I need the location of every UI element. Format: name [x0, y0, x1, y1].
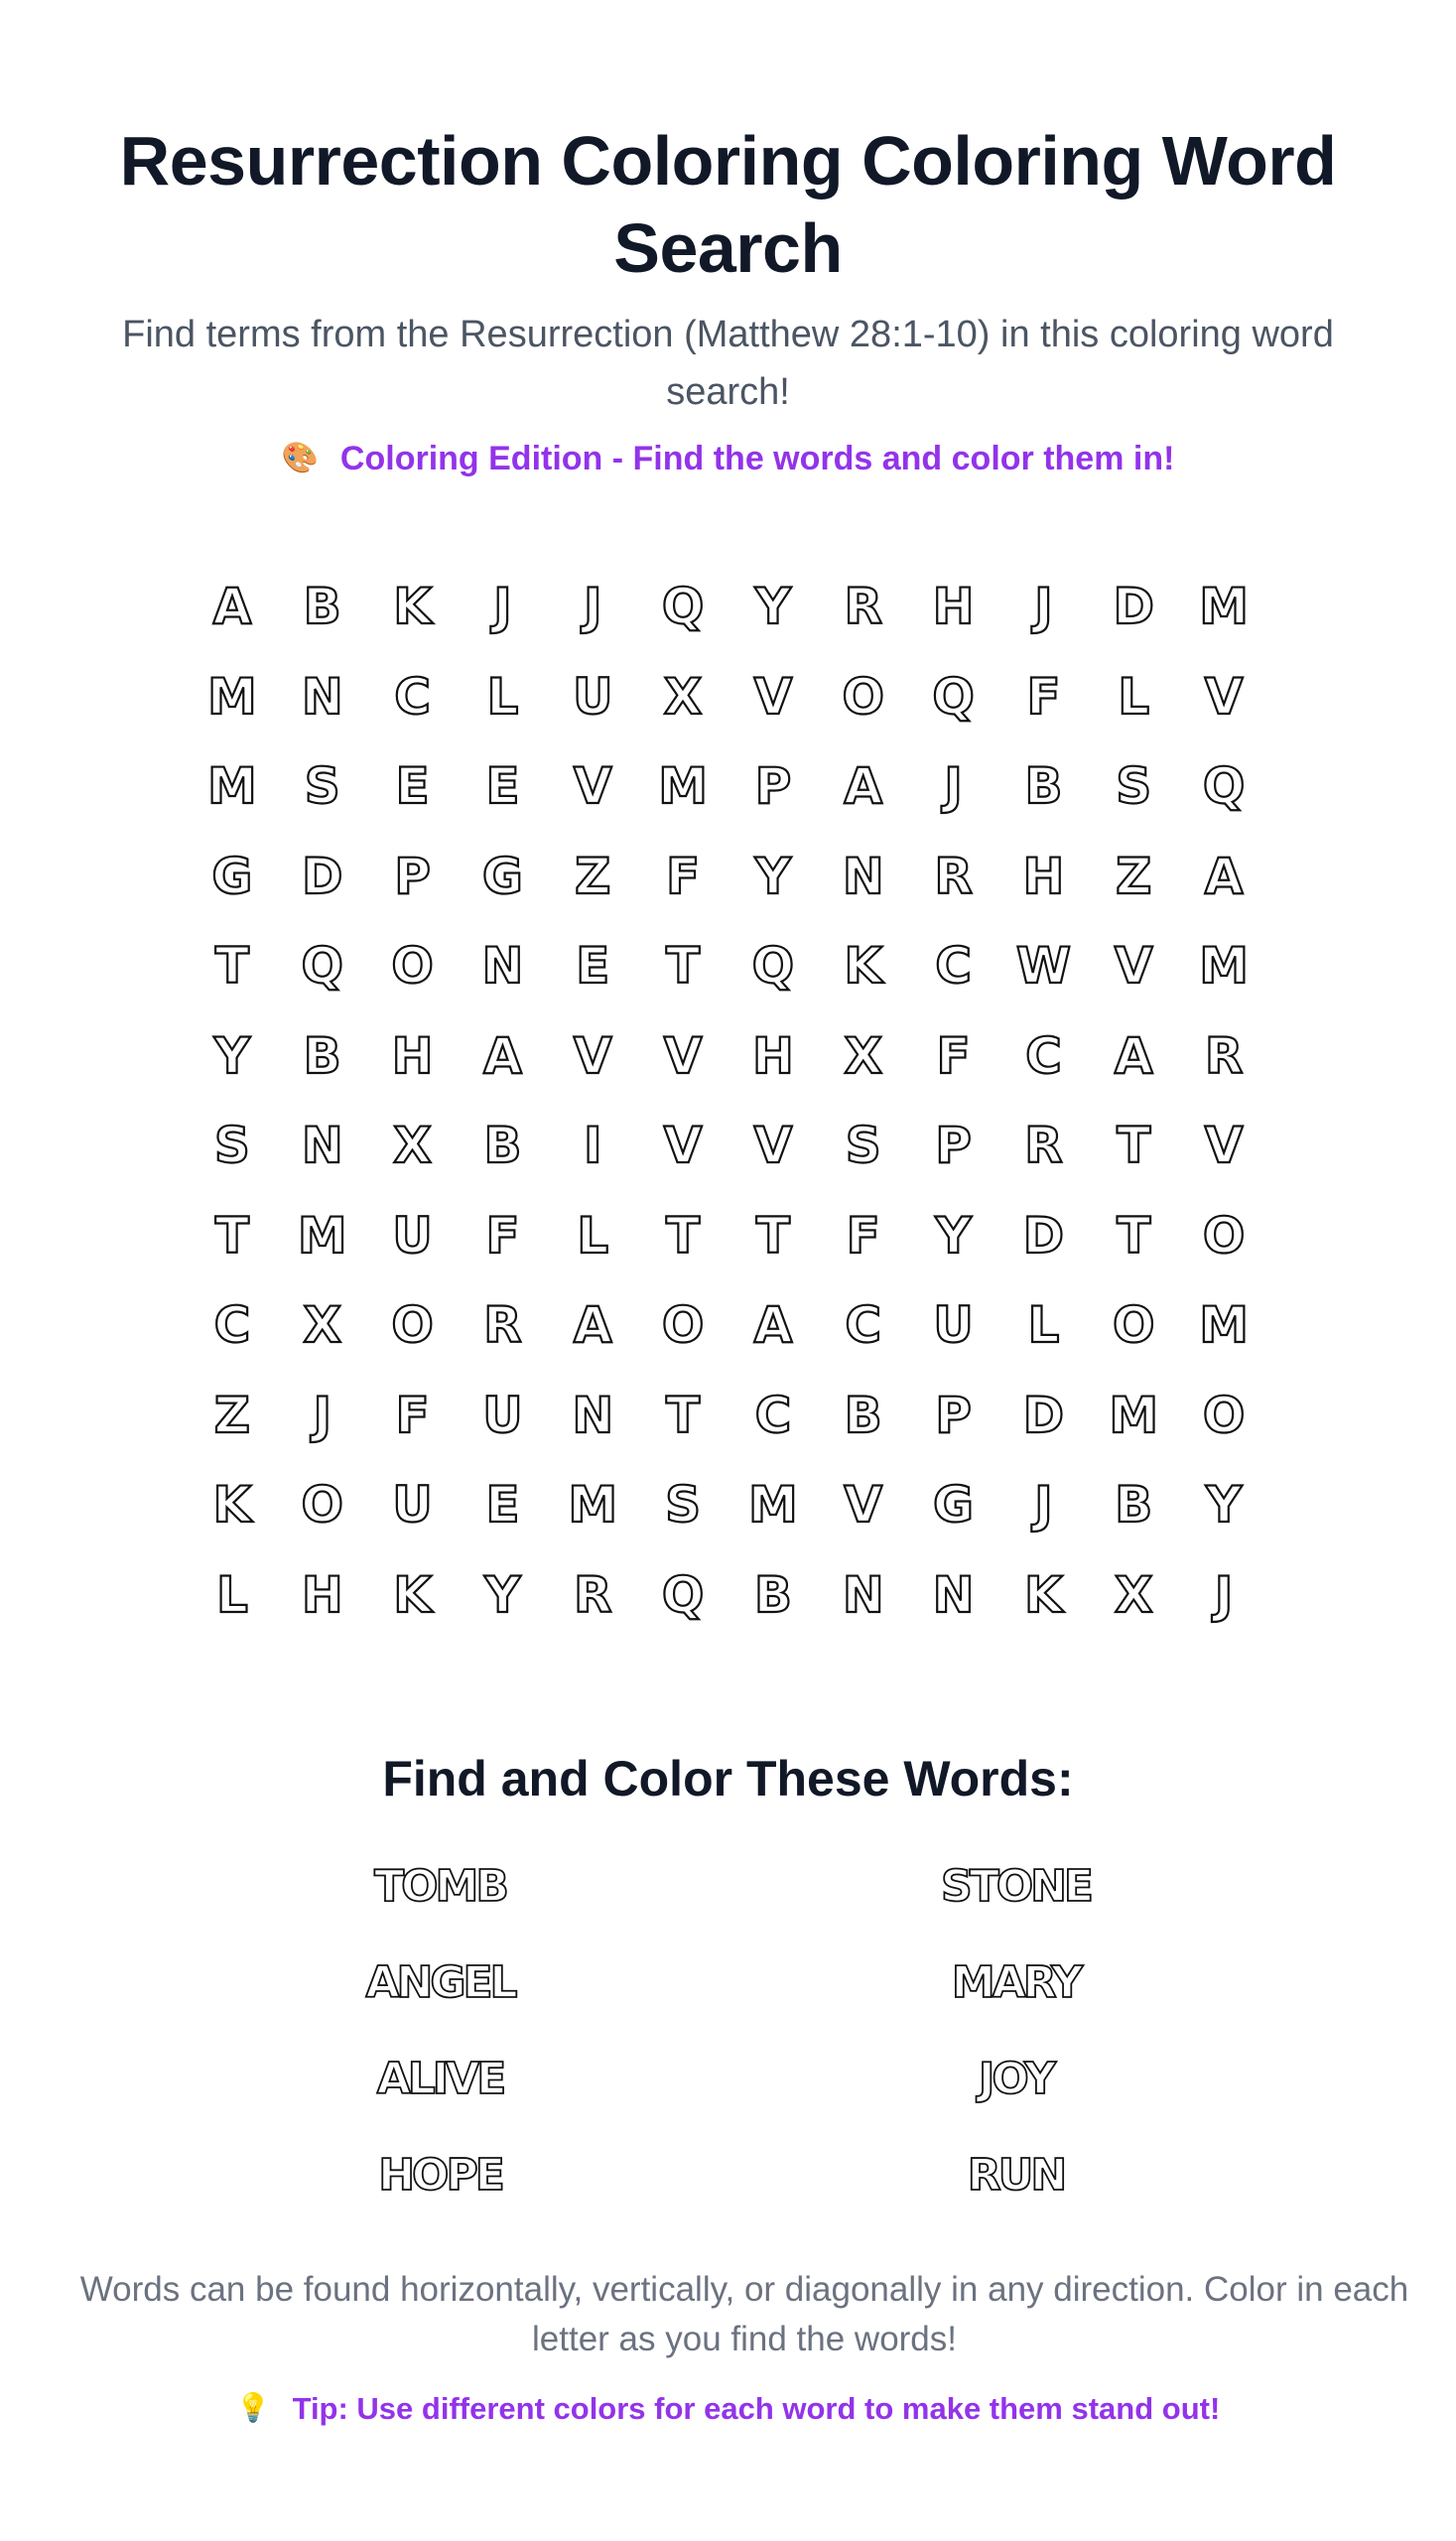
- grid-cell[interactable]: U: [392, 1206, 433, 1265]
- grid-cell[interactable]: M: [658, 757, 708, 815]
- grid-cell[interactable]: Q: [1202, 757, 1246, 815]
- grid-cell[interactable]: A: [1204, 847, 1244, 905]
- grid-cell[interactable]: T: [666, 1206, 701, 1265]
- grid-cell[interactable]: K: [844, 937, 883, 995]
- grid-cell[interactable]: T: [755, 1206, 790, 1265]
- grid-cell[interactable]: H: [301, 1565, 343, 1624]
- grid-cell[interactable]: P: [935, 1117, 972, 1174]
- grid-cell[interactable]: M: [748, 1476, 798, 1534]
- grid-cell[interactable]: O: [391, 937, 434, 995]
- grid-cell[interactable]: H: [932, 578, 975, 635]
- word-list-item: ANGEL: [365, 1957, 515, 2008]
- lightbulb-icon: 💡: [235, 2392, 271, 2423]
- grid-cell[interactable]: T: [666, 937, 701, 995]
- grid-cell[interactable]: L: [1027, 1296, 1060, 1354]
- grid-cell[interactable]: T: [1117, 1117, 1151, 1174]
- grid-cell[interactable]: R: [844, 578, 882, 635]
- grid-cell[interactable]: A: [573, 1296, 612, 1354]
- edition-text: Coloring Edition - Find the words and color them in!: [339, 440, 1175, 477]
- grid-cell[interactable]: G: [211, 847, 253, 905]
- word-list-item: MARY: [951, 1957, 1081, 2008]
- grid-cell[interactable]: S: [845, 1117, 881, 1174]
- grid-cell[interactable]: J: [1034, 1476, 1053, 1534]
- grid-cell[interactable]: N: [301, 667, 343, 726]
- grid-cell[interactable]: B: [1024, 757, 1063, 815]
- grid-cell[interactable]: T: [666, 1386, 701, 1444]
- grid-cell[interactable]: M: [207, 757, 257, 815]
- grid-cell[interactable]: V: [844, 1476, 883, 1534]
- grid-cell[interactable]: M: [1199, 937, 1249, 995]
- grid-cell[interactable]: B: [483, 1117, 522, 1174]
- grid-cell[interactable]: T: [214, 937, 249, 995]
- grid-cell[interactable]: J: [313, 1386, 332, 1444]
- grid-cell[interactable]: C: [213, 1296, 251, 1354]
- grid-cell[interactable]: A: [753, 1296, 793, 1354]
- grid-cell[interactable]: D: [1022, 1206, 1065, 1265]
- grid-cell[interactable]: V: [573, 757, 612, 815]
- grid-cell[interactable]: U: [933, 1296, 974, 1354]
- grid-cell[interactable]: Q: [301, 937, 343, 995]
- grid-cell[interactable]: F: [395, 1386, 430, 1444]
- tip-text: Tip: Use different colors for each word to make them stand out!: [292, 2391, 1221, 2426]
- edition-banner: [60, 435, 1396, 482]
- grid-cell[interactable]: K: [393, 578, 432, 635]
- grid-cell[interactable]: L: [486, 667, 519, 726]
- grid-cell[interactable]: D: [301, 847, 343, 905]
- grid-cell[interactable]: Q: [661, 578, 705, 635]
- grid-cell[interactable]: R: [573, 1565, 612, 1624]
- grid-cell[interactable]: Y: [935, 1206, 972, 1265]
- grid-cell[interactable]: C: [935, 937, 972, 995]
- grid-cell[interactable]: R: [483, 1296, 522, 1354]
- grid-cell[interactable]: B: [303, 578, 341, 635]
- grid-cell[interactable]: A: [483, 1026, 522, 1085]
- instructions-text: Words can be found horizontally, vertically, or diagonally in any direction. Color in each letter as you find the words!: [79, 2270, 1409, 2358]
- grid-cell[interactable]: P: [754, 757, 792, 815]
- grid-cell[interactable]: V: [753, 1117, 793, 1174]
- grid-cell[interactable]: B: [753, 1565, 792, 1624]
- grid-cell[interactable]: E: [395, 757, 430, 815]
- grid-cell[interactable]: Y: [484, 1565, 521, 1624]
- grid-cell[interactable]: O: [1202, 1386, 1246, 1444]
- grid-cell[interactable]: O: [661, 1296, 705, 1354]
- grid-cell[interactable]: O: [391, 1296, 434, 1354]
- grid-cell[interactable]: M: [297, 1206, 347, 1265]
- grid-cell[interactable]: K: [1024, 1565, 1063, 1624]
- grid-cell[interactable]: R: [934, 847, 973, 905]
- grid-cell[interactable]: S: [665, 1476, 702, 1534]
- grid-cell[interactable]: U: [392, 1476, 433, 1534]
- word-list-item: HOPE: [378, 2150, 502, 2201]
- grid-cell[interactable]: X: [1114, 1565, 1153, 1624]
- grid-cell[interactable]: O: [842, 667, 884, 726]
- grid-cell[interactable]: W: [1015, 937, 1071, 995]
- grid-cell[interactable]: A: [1114, 1026, 1153, 1085]
- grid-cell[interactable]: F: [936, 1026, 971, 1085]
- grid-cell[interactable]: U: [482, 1386, 523, 1444]
- tip-banner: [60, 2386, 1396, 2431]
- grid-cell[interactable]: G: [481, 847, 523, 905]
- grid-cell[interactable]: X: [844, 1026, 883, 1085]
- grid-cell[interactable]: O: [1202, 1206, 1246, 1265]
- grid-cell[interactable]: N: [572, 1386, 614, 1444]
- word-list-title: Find and Color These Words:: [382, 1751, 1074, 1806]
- grid-cell[interactable]: M: [1199, 578, 1249, 635]
- grid-cell[interactable]: N: [301, 1117, 343, 1174]
- grid-cell[interactable]: Q: [661, 1565, 705, 1624]
- grid-cell[interactable]: X: [393, 1117, 432, 1174]
- grid-cell[interactable]: J: [1214, 1565, 1234, 1624]
- grid-cell[interactable]: M: [207, 667, 257, 726]
- grid-cell[interactable]: N: [842, 1565, 884, 1624]
- grid-cell[interactable]: Q: [932, 667, 975, 726]
- grid-cell[interactable]: V: [1114, 937, 1153, 995]
- word-list-item: JOY: [978, 2054, 1054, 2104]
- grid-cell[interactable]: D: [1113, 578, 1154, 635]
- word-list-item: ALIVE: [376, 2054, 504, 2104]
- grid-cell[interactable]: X: [303, 1296, 342, 1354]
- grid-cell[interactable]: V: [753, 667, 793, 726]
- grid-cell[interactable]: L: [1118, 667, 1150, 726]
- grid-cell[interactable]: T: [1117, 1206, 1151, 1265]
- grid-cell[interactable]: Z: [575, 847, 611, 905]
- page-subtitle: Find terms from the Resurrection (Matthew 28:1-10) in this coloring word search!: [122, 314, 1334, 413]
- grid-cell[interactable]: K: [212, 1476, 252, 1534]
- grid-cell[interactable]: R: [1024, 1117, 1063, 1174]
- grid-cell[interactable]: N: [481, 937, 524, 995]
- grid-cell[interactable]: E: [485, 757, 520, 815]
- grid-cell[interactable]: S: [304, 757, 340, 815]
- grid-cell[interactable]: E: [576, 937, 610, 995]
- grid-cell[interactable]: Q: [751, 937, 795, 995]
- grid-cell[interactable]: V: [1204, 1117, 1244, 1174]
- grid-cell[interactable]: D: [1022, 1386, 1065, 1444]
- grid-cell[interactable]: R: [1204, 1026, 1244, 1085]
- grid-cell[interactable]: F: [485, 1206, 520, 1265]
- grid-cell[interactable]: V: [663, 1026, 703, 1085]
- grid-cell[interactable]: K: [393, 1565, 432, 1624]
- grid-cell[interactable]: H: [1022, 847, 1065, 905]
- grid-cell[interactable]: Y: [754, 847, 792, 905]
- grid-cell[interactable]: L: [215, 1565, 248, 1624]
- grid-cell[interactable]: V: [573, 1026, 612, 1085]
- grid-cell[interactable]: L: [577, 1206, 609, 1265]
- grid-cell[interactable]: F: [1026, 667, 1061, 726]
- grid-cell[interactable]: C: [845, 1296, 882, 1354]
- grid-cell[interactable]: Z: [213, 1386, 251, 1444]
- grid-cell[interactable]: B: [1115, 1476, 1153, 1534]
- grid-cell[interactable]: M: [568, 1476, 618, 1534]
- grid-cell[interactable]: J: [493, 578, 512, 635]
- grid-cell[interactable]: J: [1034, 578, 1053, 635]
- grid-cell[interactable]: C: [1025, 1026, 1062, 1085]
- grid-cell[interactable]: M: [1109, 1386, 1159, 1444]
- grid-cell[interactable]: A: [844, 757, 883, 815]
- grid-cell[interactable]: F: [666, 847, 701, 905]
- grid-cell[interactable]: J: [583, 578, 602, 635]
- grid-cell[interactable]: O: [1112, 1296, 1155, 1354]
- palette-icon: 🎨: [281, 442, 319, 474]
- grid-cell[interactable]: C: [394, 667, 431, 726]
- letter-grid: [188, 562, 1269, 1640]
- grid-cell[interactable]: T: [214, 1206, 249, 1265]
- grid-cell[interactable]: X: [663, 667, 703, 726]
- grid-cell[interactable]: Y: [213, 1026, 251, 1085]
- grid-cell[interactable]: U: [572, 667, 613, 726]
- grid-cell[interactable]: F: [846, 1206, 880, 1265]
- grid-cell[interactable]: Z: [1116, 847, 1152, 905]
- page-title: Resurrection Coloring Coloring Word Search: [119, 122, 1337, 287]
- grid-cell[interactable]: Y: [754, 578, 792, 635]
- grid-cell[interactable]: O: [301, 1476, 343, 1534]
- word-list-item: RUN: [967, 2150, 1065, 2201]
- grid-cell[interactable]: G: [933, 1476, 975, 1534]
- grid-cell[interactable]: H: [751, 1026, 794, 1085]
- grid-cell[interactable]: S: [213, 1117, 250, 1174]
- grid-cell[interactable]: C: [754, 1386, 792, 1444]
- grid-cell[interactable]: J: [944, 757, 963, 815]
- grid-cell[interactable]: V: [663, 1117, 703, 1174]
- grid-cell[interactable]: H: [391, 1026, 434, 1085]
- word-list: [153, 1838, 1304, 2223]
- grid-cell[interactable]: E: [485, 1476, 520, 1534]
- grid-cell[interactable]: B: [303, 1026, 341, 1085]
- grid-cell[interactable]: N: [842, 847, 884, 905]
- grid-cell[interactable]: P: [935, 1386, 972, 1444]
- grid-cell[interactable]: V: [1204, 667, 1244, 726]
- grid-cell[interactable]: Y: [1205, 1476, 1243, 1534]
- grid-cell[interactable]: M: [1199, 1296, 1249, 1354]
- grid-cell[interactable]: N: [932, 1565, 975, 1624]
- grid-cell[interactable]: A: [212, 578, 252, 635]
- grid-cell[interactable]: S: [1116, 757, 1152, 815]
- word-list-item: TOMB: [374, 1861, 506, 1912]
- word-list-item: STONE: [941, 1861, 1091, 1912]
- grid-cell[interactable]: I: [583, 1117, 602, 1174]
- grid-cell[interactable]: B: [844, 1386, 882, 1444]
- grid-cell[interactable]: P: [394, 847, 431, 905]
